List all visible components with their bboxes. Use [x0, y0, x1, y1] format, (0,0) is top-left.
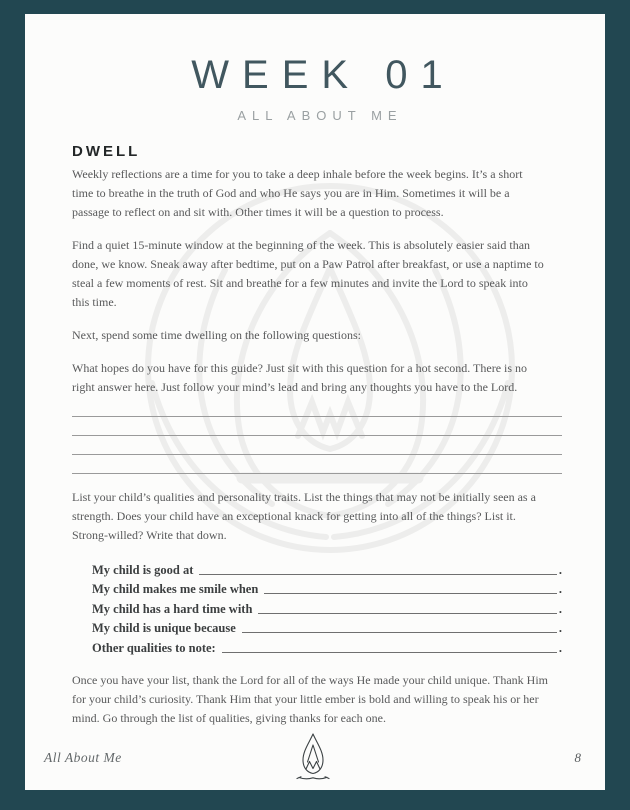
dwell-paragraph-closing [72, 671, 562, 728]
fill-in-blank-line [222, 652, 557, 653]
text-line: steal a few moments of rest. Sit and breathe for a few minutes and invite the Lord to speak into [72, 276, 528, 290]
fill-in-blank-line [264, 593, 557, 594]
fill-in-period: . [558, 640, 562, 655]
text-line: strength. Does your child have an exceptional knack for getting into all of the things? List it. [72, 509, 516, 523]
text-line: Next, spend some time dwelling on the following questions: [72, 328, 361, 342]
dwell-paragraph-questions-lead [72, 326, 562, 345]
fill-in-blank-line [242, 632, 557, 633]
week-subtitle: ALL ABOUT ME [237, 108, 403, 123]
fill-in-label: Other qualities to note: [92, 640, 216, 655]
text-line: time to breathe in the truth of God and who He says you are in Him. Sometimes it will be a [72, 186, 510, 200]
fill-in-blank-line [258, 613, 556, 614]
dwell-paragraph-hopes-question [72, 359, 562, 397]
fill-in-period: . [558, 562, 562, 577]
fill-in-period: . [558, 582, 562, 596]
fill-in-row [92, 598, 562, 618]
fill-in-row [92, 618, 562, 638]
text-line: Once you have your list, thank the Lord for all of the ways He made your child unique. Thank Him [72, 672, 548, 687]
text-line: Strong-willed? Write that down. [72, 528, 227, 542]
writing-line [72, 455, 562, 474]
fill-in-label: My child is unique because [92, 621, 236, 635]
text-line: mind. Go through the list of qualities, giving thanks for each one. [72, 710, 386, 725]
fill-in-list [92, 559, 562, 657]
text-line: done, we know. Sneak away after bedtime, put on a Paw Patrol after breakfast, or use a naptime to [72, 257, 544, 271]
writing-line [72, 417, 562, 436]
fill-in-period: . [558, 601, 562, 616]
dwell-paragraph-qualities [72, 488, 562, 545]
writing-lines-block [72, 411, 562, 474]
text-line: right answer here. Just follow your mind’s lead and bring any thoughts you have to the Lord. [72, 380, 518, 394]
text-line: List your child’s qualities and personality traits. List the things that may not be initially seen as a [72, 490, 536, 504]
fill-in-label: My child has a hard time with [92, 601, 253, 616]
text-line: Find a quiet 15-minute window at the beginning of the week. This is absolutely easier said than [72, 238, 531, 252]
footer-book-title: All About Me [44, 750, 122, 765]
fill-in-row [92, 559, 562, 579]
writing-line [72, 436, 562, 455]
workbook-page [25, 14, 605, 790]
text-line: Weekly reflections are a time for you to take a deep inhale before the week begins. It’s a short [72, 167, 523, 181]
fill-in-row [92, 579, 562, 599]
fill-in-label: My child is good at [92, 562, 194, 577]
text-line: passage to reflect on and sit with. Other times it will be a question to process. [72, 205, 444, 219]
page-content [25, 54, 605, 728]
text-line: for your child’s curiosity. Thank Him that your little ember is bold and willing to speak his or her [72, 691, 539, 706]
dwell-paragraph-find-time [72, 236, 562, 312]
page-footer [44, 734, 581, 782]
footer-page-number: 8 [574, 750, 581, 765]
fill-in-row [92, 637, 562, 657]
fill-in-period: . [558, 621, 562, 635]
text-line: this time. [72, 295, 117, 309]
week-title: WEEK 01 [191, 53, 456, 97]
fill-in-blank-line [199, 574, 556, 575]
week-header [72, 54, 562, 123]
dwell-section-heading: DWELL [72, 143, 141, 160]
text-line: What hopes do you have for this guide? Just sit with this question for a hot second. There is no [72, 361, 528, 375]
fill-in-label: My child makes me smile when [92, 582, 259, 596]
dwell-paragraph-intro [72, 165, 562, 222]
campfire-ember-logo-icon [295, 732, 331, 782]
